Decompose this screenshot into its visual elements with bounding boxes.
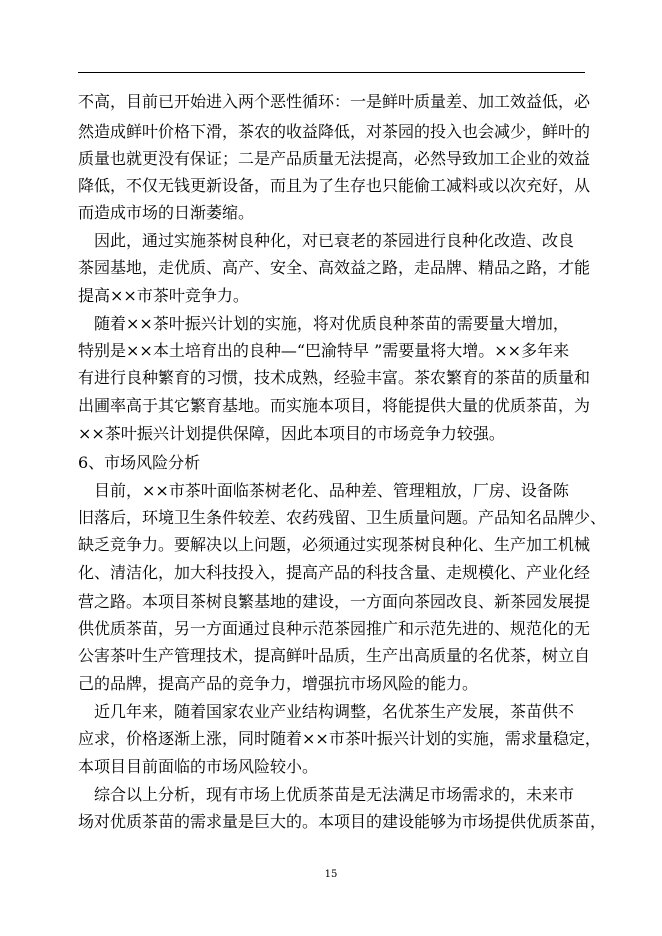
text-line: ××茶叶振兴计划提供保障，因此本项目的市场竞争力较强。: [78, 424, 505, 443]
text-line: 特别是××本土培育出的良种—“巴渝特早 ”需要量将大增。××多年来: [78, 341, 570, 360]
text-line: 供优质茶苗，另一方面通过良种示范茶园推广和示范先进的、规范化的无: [78, 619, 591, 638]
text-line: 缺乏竞争力。要解决以上问题，必须通过实现茶树良种化、生产加工机械: [78, 535, 591, 554]
text-line: 目前，××市茶叶面临茶树老化、品种差、管理粗放，厂房、设备陈: [78, 481, 569, 500]
text-line: 质量也就更没有保证；二是产品质量无法提高，必然导致加工企业的效益: [78, 149, 591, 168]
text-line: 因此，通过实施茶树良种化，对已衰老的茶园进行良种化改造、改良: [78, 231, 575, 250]
text-line: 旧落后，环境卫生条件较差、农药残留、卫生质量问题。产品知名品牌少、: [78, 508, 607, 527]
text-line: 应求，价格逐渐上涨，同时随着××市茶叶振兴计划的实施，需求量稳定，: [78, 729, 601, 748]
text-line: 随着××茶叶振兴计划的实施，将对优质良种茶苗的需要量大增加，: [78, 314, 569, 333]
text-line: 营之路。本项目茶树良繁基地的建设，一方面向茶园改良、新茶园发展提: [78, 592, 591, 611]
header-rule: [78, 72, 585, 73]
text-line: 降低，不仅无钱更新设备，而且为了生存也只能偷工减料或以次充好，从: [78, 176, 591, 195]
text-line: 场对优质茶苗的需求量是巨大的。本项目的建设能够为市场提供优质茶苗，: [78, 812, 607, 831]
text-line: 近几年来，随着国家农业产业结构调整，名优茶生产发展，茶苗供不: [78, 702, 575, 721]
section-heading: 6、市场风险分析: [78, 453, 201, 472]
text-line: 己的品牌，提高产品的竞争力，增强抗市场风险的能力。: [78, 674, 479, 693]
text-line: 本项目目前面临的市场风险较小。: [78, 757, 319, 776]
text-line: 不高，目前已开始进入两个恶性循环：一是鲜叶质量差、加工效益低，必: [78, 92, 591, 111]
text-line: 化、清洁化，加大科技投入，提高产品的科技含量、走规模化、产业化经: [78, 563, 591, 582]
text-line: 茶园基地，走优质、高产、安全、高效益之路，走品牌、精品之路，才能: [78, 258, 591, 277]
text-line: 出圃率高于其它繁育基地。而实施本项目，将能提供大量的优质茶苗，为: [78, 396, 591, 415]
text-line: 而造成市场的日渐萎缩。: [78, 203, 255, 222]
text-line: 公害茶叶生产管理技术，提高鲜叶品质，生产出高质量的名优茶，树立自: [78, 646, 591, 665]
text-line: 然造成鲜叶价格下滑，茶农的收益降低，对茶园的投入也会减少，鲜叶的: [78, 122, 591, 141]
page-number: 15: [324, 869, 338, 880]
text-line: 有进行良种繁育的习惯，技术成熟，经验丰富。茶农繁育的茶苗的质量和: [78, 368, 591, 387]
text-line: 综合以上分析，现有市场上优质茶苗是无法满足市场需求的，未来市: [78, 785, 575, 804]
text-line: 提高××市茶叶竞争力。: [78, 286, 249, 305]
